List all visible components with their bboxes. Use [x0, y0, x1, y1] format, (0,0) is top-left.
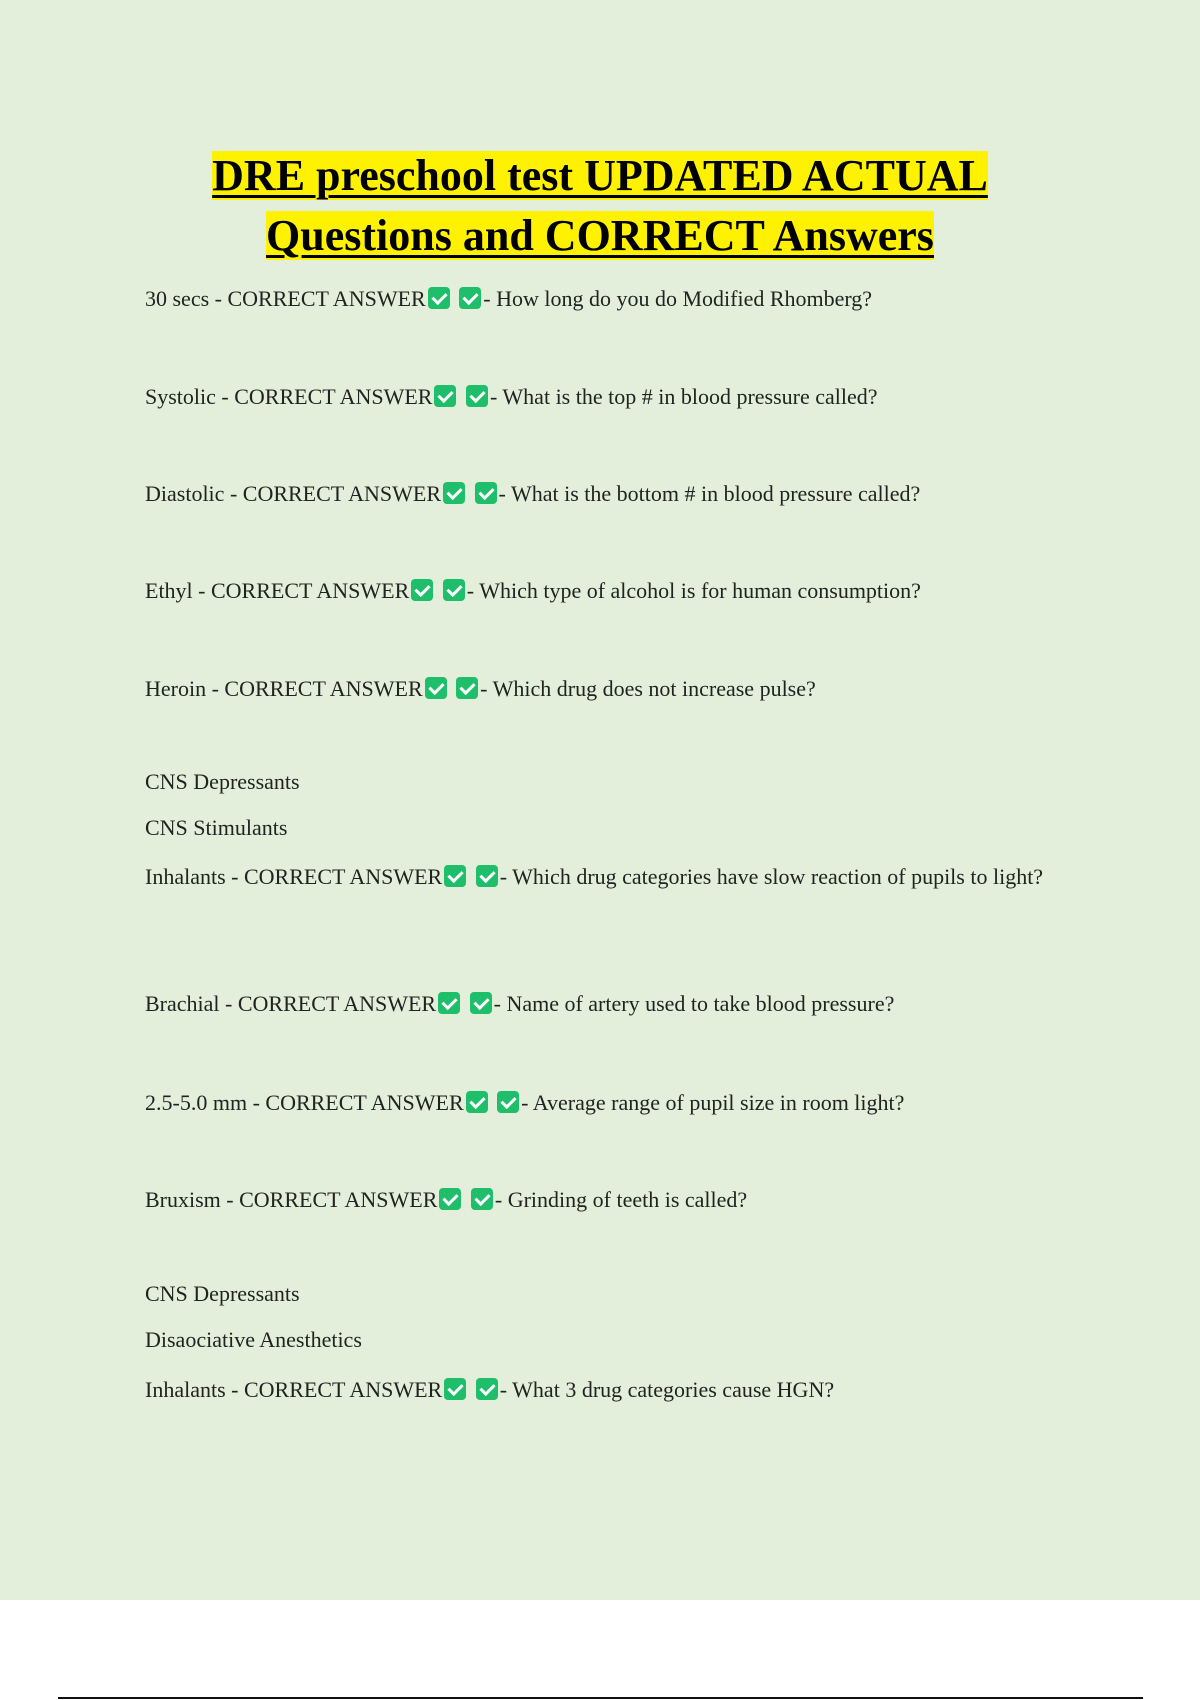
- check-mark-icon: [425, 677, 447, 699]
- answer-marker: CORRECT ANSWER: [242, 481, 442, 506]
- check-mark-icon: [471, 1188, 493, 1210]
- answer-marker: CORRECT ANSWER: [265, 1090, 464, 1115]
- check-mark-icon: [443, 482, 465, 504]
- answer-marker: CORRECT ANSWER: [224, 676, 423, 701]
- qa-item-3: Diastolic - CORRECT ANSWER - What is the bottom # in blood pressure called?: [145, 481, 921, 506]
- answer-text: 30 secs: [145, 286, 210, 311]
- question-text: What is the bottom # in blood pressure called?: [510, 481, 921, 506]
- answer-marker: CORRECT ANSWER: [237, 991, 437, 1016]
- answer-text: Systolic: [145, 384, 216, 409]
- answer-marker: CORRECT ANSWER: [211, 578, 410, 603]
- question-text: Which type of alcohol is for human consumption?: [479, 578, 921, 603]
- check-mark-icon: [475, 482, 497, 504]
- answer-text: Heroin: [145, 676, 207, 701]
- check-mark-icon: [438, 992, 460, 1014]
- question-text: Name of artery used to take blood pressure?: [506, 991, 895, 1016]
- question-text: What is the top # in blood pressure called?: [502, 384, 878, 409]
- qa-item-10: Inhalants - CORRECT ANSWER - What 3 drug categories cause HGN?: [145, 1377, 835, 1402]
- document-title: [0, 146, 1200, 266]
- qa-item-6-pre-line-1: CNS Depressants: [145, 769, 300, 794]
- answer-text: Inhalants: [145, 864, 226, 889]
- qa-item-10-pre-line-2: Disaociative Anesthetics: [145, 1327, 362, 1352]
- question-text: How long do you do Modified Rhomberg?: [496, 286, 873, 311]
- question-text: Grinding of teeth is called?: [507, 1187, 748, 1212]
- check-mark-icon: [466, 1091, 488, 1113]
- qa-item-5: Heroin - CORRECT ANSWER - Which drug does not increase pulse?: [145, 676, 816, 701]
- check-mark-icon: [466, 385, 488, 407]
- check-mark-icon: [443, 579, 465, 601]
- answer-text: Brachial: [145, 991, 220, 1016]
- answer-text: Diastolic: [145, 481, 225, 506]
- check-mark-icon: [444, 1378, 466, 1400]
- answer-text: 2.5-5.0 mm: [145, 1090, 248, 1115]
- question-text: What 3 drug categories cause HGN?: [512, 1377, 835, 1402]
- question-text: Which drug categories have slow reaction of pupils to light?: [512, 864, 1044, 889]
- check-mark-icon: [476, 865, 498, 887]
- check-mark-icon: [439, 1188, 461, 1210]
- qa-item-7: Brachial - CORRECT ANSWER - Name of artery used to take blood pressure?: [145, 991, 895, 1016]
- check-mark-icon: [470, 992, 492, 1014]
- check-mark-icon: [497, 1091, 519, 1113]
- qa-item-9: Bruxism - CORRECT ANSWER - Grinding of teeth is called?: [145, 1187, 748, 1212]
- qa-item-8: 2.5-5.0 mm - CORRECT ANSWER - Average range of pupil size in room light?: [145, 1090, 905, 1115]
- check-mark-icon: [459, 287, 481, 309]
- answer-marker: CORRECT ANSWER: [227, 286, 426, 311]
- check-mark-icon: [476, 1378, 498, 1400]
- qa-item-10-pre-line-1: CNS Depressants: [145, 1281, 300, 1306]
- check-mark-icon: [444, 865, 466, 887]
- check-mark-icon: [456, 677, 478, 699]
- title-line-1: DRE preschool test UPDATED ACTUAL: [212, 151, 988, 200]
- answer-text: Bruxism: [145, 1187, 221, 1212]
- check-mark-icon: [428, 287, 450, 309]
- question-text: Average range of pupil size in room light?: [532, 1090, 905, 1115]
- qa-item-4: Ethyl - CORRECT ANSWER - Which type of alcohol is for human consumption?: [145, 578, 921, 603]
- answer-marker: CORRECT ANSWER: [243, 1377, 443, 1402]
- question-text: Which drug does not increase pulse?: [492, 676, 816, 701]
- answer-marker: CORRECT ANSWER: [234, 384, 433, 409]
- qa-item-6: Inhalants - CORRECT ANSWER - Which drug categories have slow reaction of pupils to light?: [145, 864, 1044, 889]
- answer-marker: CORRECT ANSWER: [239, 1187, 438, 1212]
- check-mark-icon: [411, 579, 433, 601]
- answer-text: Inhalants: [145, 1377, 226, 1402]
- title-line-2: Questions and CORRECT Answers: [266, 211, 934, 260]
- answer-marker: CORRECT ANSWER: [243, 864, 443, 889]
- qa-item-1: 30 secs - CORRECT ANSWER - How long do you do Modified Rhomberg?: [145, 286, 873, 311]
- qa-item-6-pre-line-2: CNS Stimulants: [145, 815, 288, 840]
- qa-item-2: Systolic - CORRECT ANSWER - What is the top # in blood pressure called?: [145, 384, 878, 409]
- footer-divider: [58, 1697, 1143, 1699]
- answer-text: Ethyl: [145, 578, 193, 603]
- check-mark-icon: [434, 385, 456, 407]
